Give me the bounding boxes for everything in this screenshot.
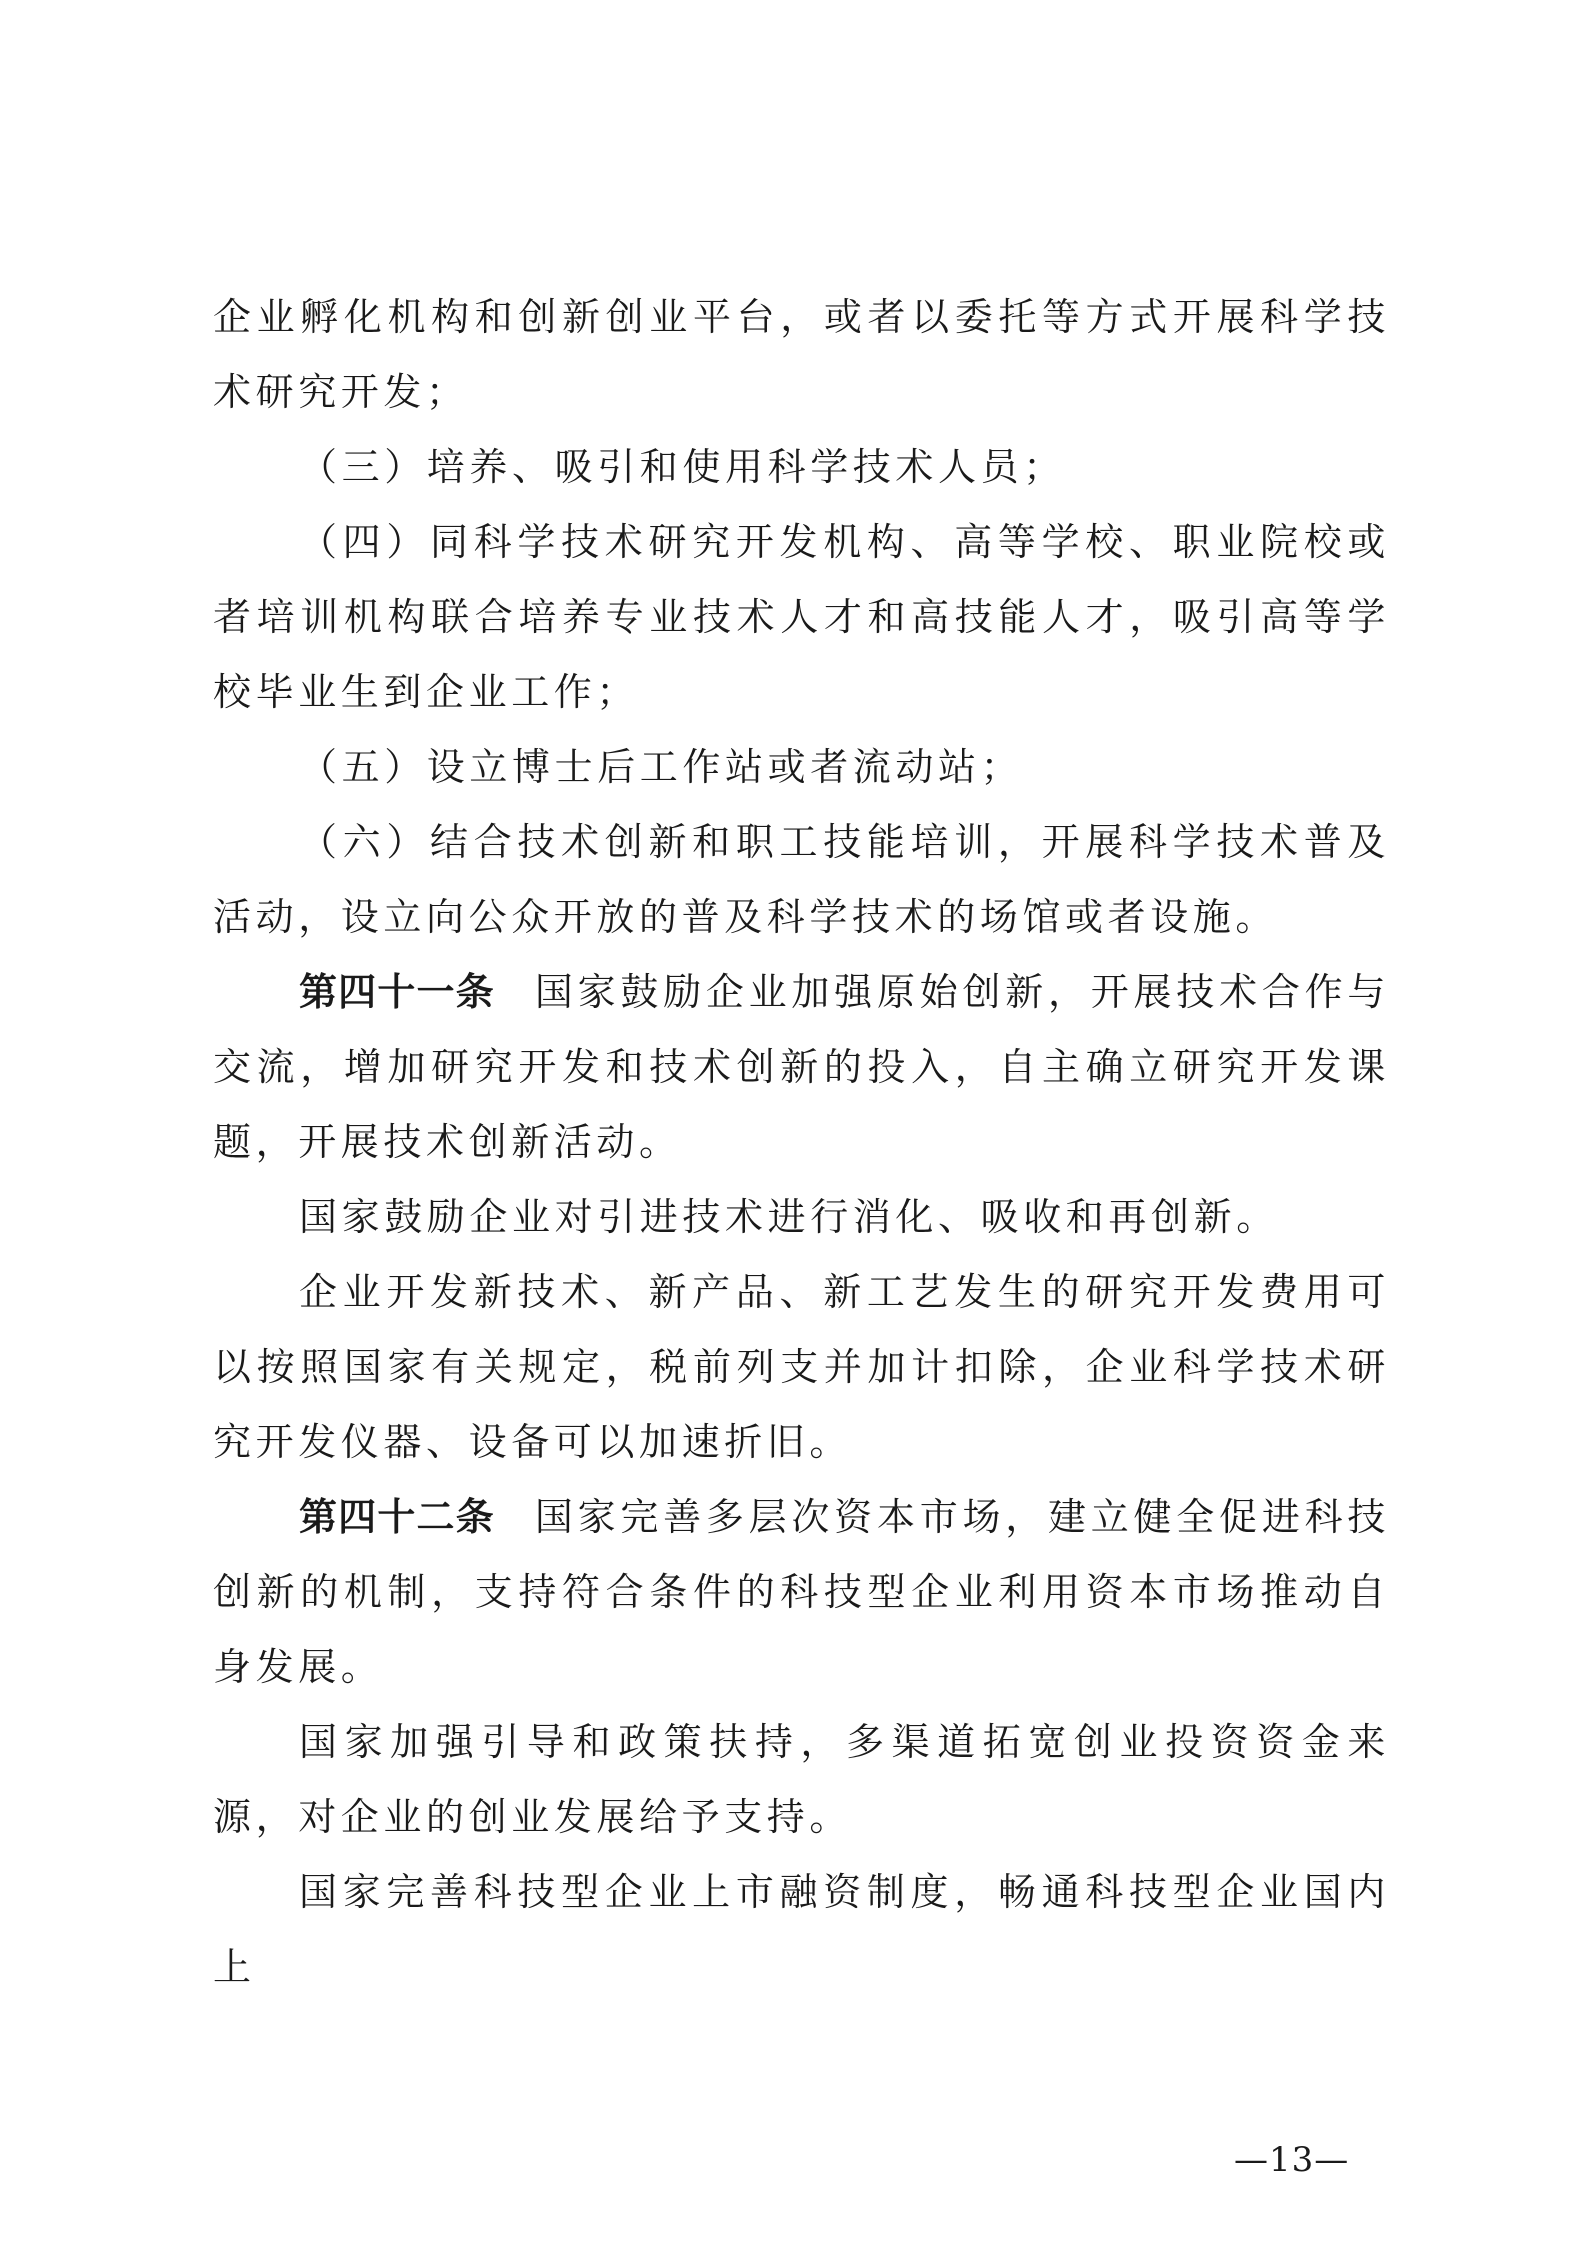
article-41 — [213, 955, 1390, 1180]
paragraph-text: 企业孵化机构和创新创业平台，或者以委托等方式开展科学技术研究开发； — [213, 295, 1390, 414]
page-number: —13— — [1234, 2140, 1350, 2180]
article-42 — [213, 1480, 1390, 1705]
paragraph-text: （四）同科学技术研究开发机构、高等学校、职业院校或者培训机构联合培养专业技术人才和高技能人才，吸引高等学校毕业生到企业工作； — [213, 520, 1390, 714]
paragraph-text: 企业开发新技术、新产品、新工艺发生的研究开发费用可以按照国家有关规定，税前列支并加计扣除，企业科学技术研究开发仪器、设备可以加速折旧。 — [213, 1270, 1390, 1464]
paragraph-text: 国家完善多层次资本市场，建立健全促进科技创新的机制，支持符合条件的科技型企业利用资本市场推动自身发展。 — [213, 1495, 1390, 1689]
paragraph-text: （六）结合技术创新和职工技能培训，开展科学技术普及活动，设立向公众开放的普及科学技术的场馆或者设施。 — [213, 820, 1390, 939]
paragraph-text: 国家鼓励企业加强原始创新，开展技术合作与交流，增加研究开发和技术创新的投入，自主确立研究开发课题，开展技术创新活动。 — [213, 970, 1390, 1164]
paragraph-item-6 — [213, 805, 1390, 955]
article-heading: 第四十一条 — [299, 970, 495, 1014]
paragraph-text: （五）设立博士后工作站或者流动站； — [299, 745, 1024, 789]
paragraph-text: 国家加强引导和政策扶持，多渠道拓宽创业投资资金来源，对企业的创业发展给予支持。 — [213, 1720, 1390, 1839]
article-heading: 第四十二条 — [299, 1495, 495, 1539]
paragraph-text: 国家鼓励企业对引进技术进行消化、吸收和再创新。 — [299, 1195, 1279, 1239]
paragraph-article-42-3 — [213, 1855, 1390, 2005]
document-body — [213, 280, 1390, 2005]
paragraph-item-5 — [213, 730, 1390, 805]
paragraph-article-41-2 — [213, 1180, 1390, 1255]
paragraph-text: 国家完善科技型企业上市融资制度，畅通科技型企业国内上 — [213, 1870, 1390, 1989]
paragraph-article-41-3 — [213, 1255, 1390, 1480]
paragraph-continuation — [213, 280, 1390, 430]
paragraph-item-3 — [213, 430, 1390, 505]
paragraph-article-42-2 — [213, 1705, 1390, 1855]
paragraph-text: （三）培养、吸引和使用科学技术人员； — [299, 445, 1066, 489]
paragraph-item-4 — [213, 505, 1390, 730]
